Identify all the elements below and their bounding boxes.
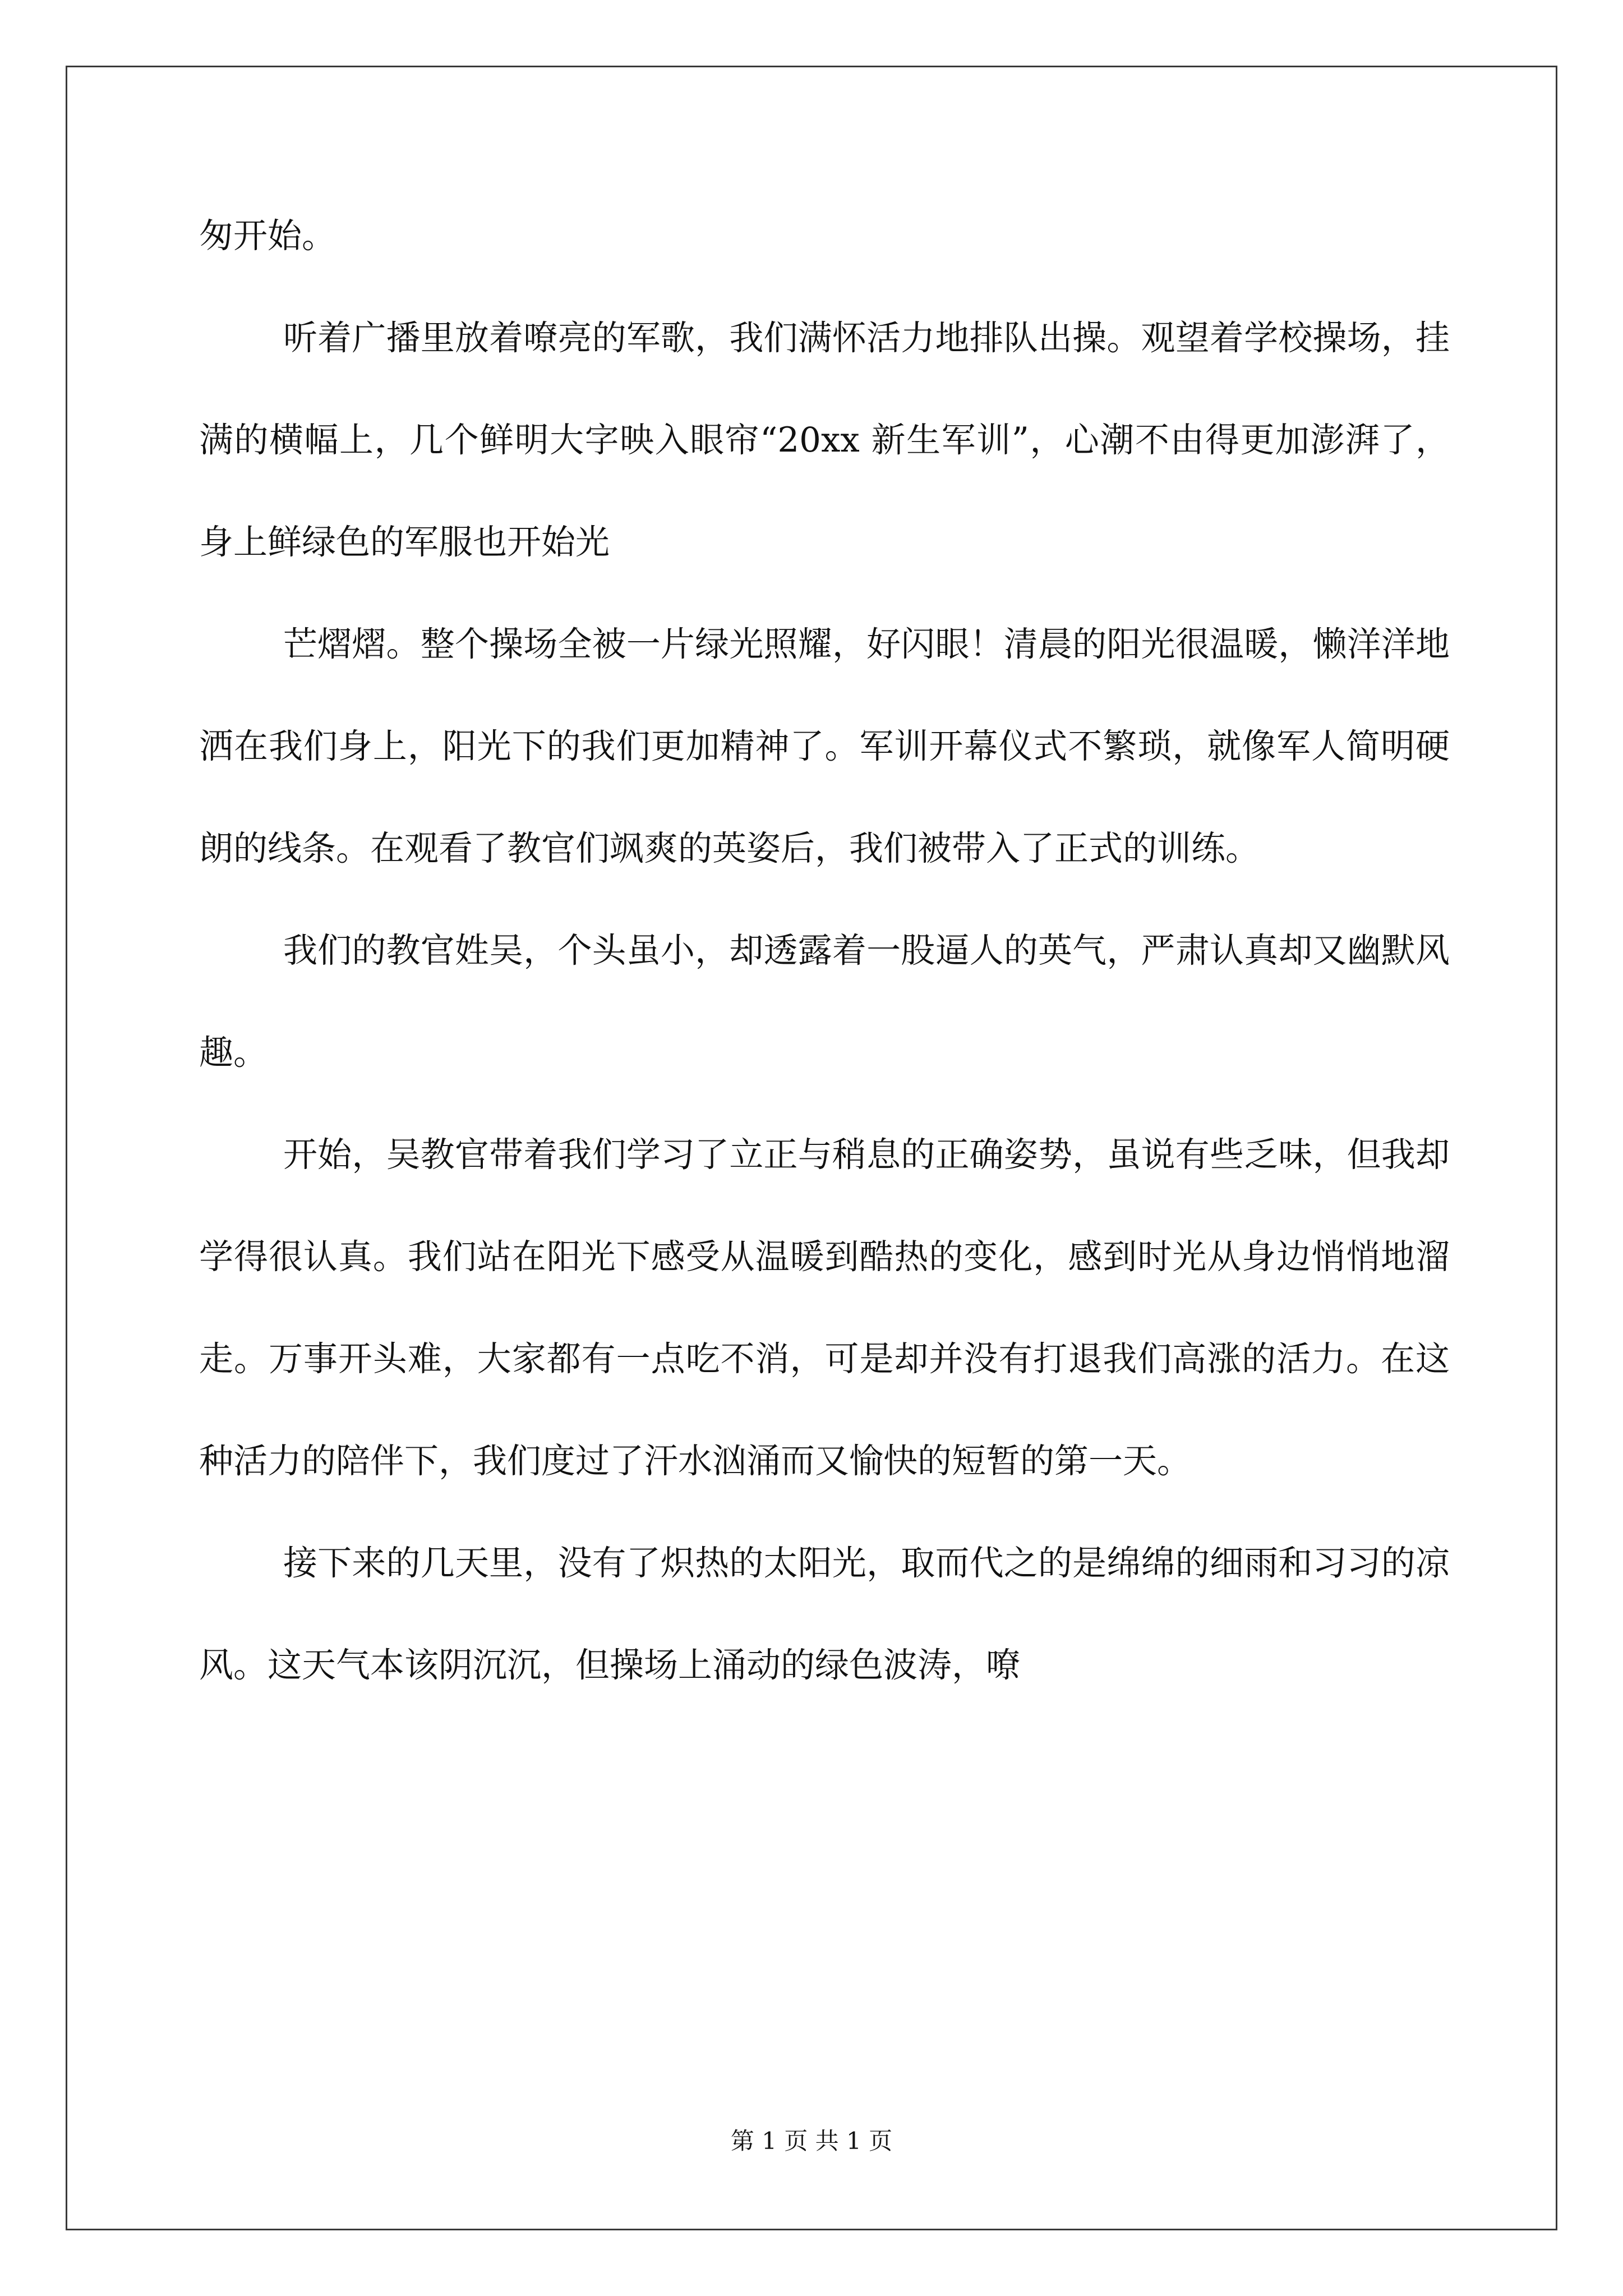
page-footer: 第 1 页 共 1 页 <box>730 2127 893 2155</box>
paragraph-6: 接下来的几天里，没有了炽热的太阳光，取而代之的是绵绵的细雨和习习的凉风。这天气本该阴沉沉，但操场上涌动的绿色波涛，嘹 <box>199 1543 1450 1685</box>
paragraph-4: 我们的教官姓吴，个头虽小，却透露着一股逼人的英气，严肃认真却又幽默风趣。 <box>199 931 1450 1073</box>
paragraph-3: 芒熠熠。整个操场全被一片绿光照耀，好闪眼！清晨的阳光很温暖，懒洋洋地洒在我们身上，阳光下的我们更加精神了。军训开幕仪式不繁琐，就像军人简明硬朗的线条。在观看了教官们飒爽的英姿后，我们被带入了正式的训练。 <box>199 624 1450 868</box>
document-body <box>199 185 1450 1717</box>
paragraph-1: 匆开始。 <box>199 216 336 256</box>
paragraph-5: 开始，吴教官带着我们学习了立正与稍息的正确姿势，虽说有些乏味，但我却学得很认真。我们站在阳光下感受从温暖到酷热的变化，感到时光从身边悄悄地溜走。万事开头难，大家都有一点吃不消，可是却并没有打退我们高涨的活力。在这种活力的陪伴下，我们度过了汗水汹涌而又愉快的短暂的第一天。 <box>199 1135 1450 1481</box>
paragraph-2: 听着广播里放着嘹亮的军歌，我们满怀活力地排队出操。观望着学校操场，挂满的横幅上，几个鲜明大字映入眼帘“20xx 新生军训”，心潮不由得更加澎湃了，身上鲜绿色的军服也开始光 <box>199 318 1450 562</box>
